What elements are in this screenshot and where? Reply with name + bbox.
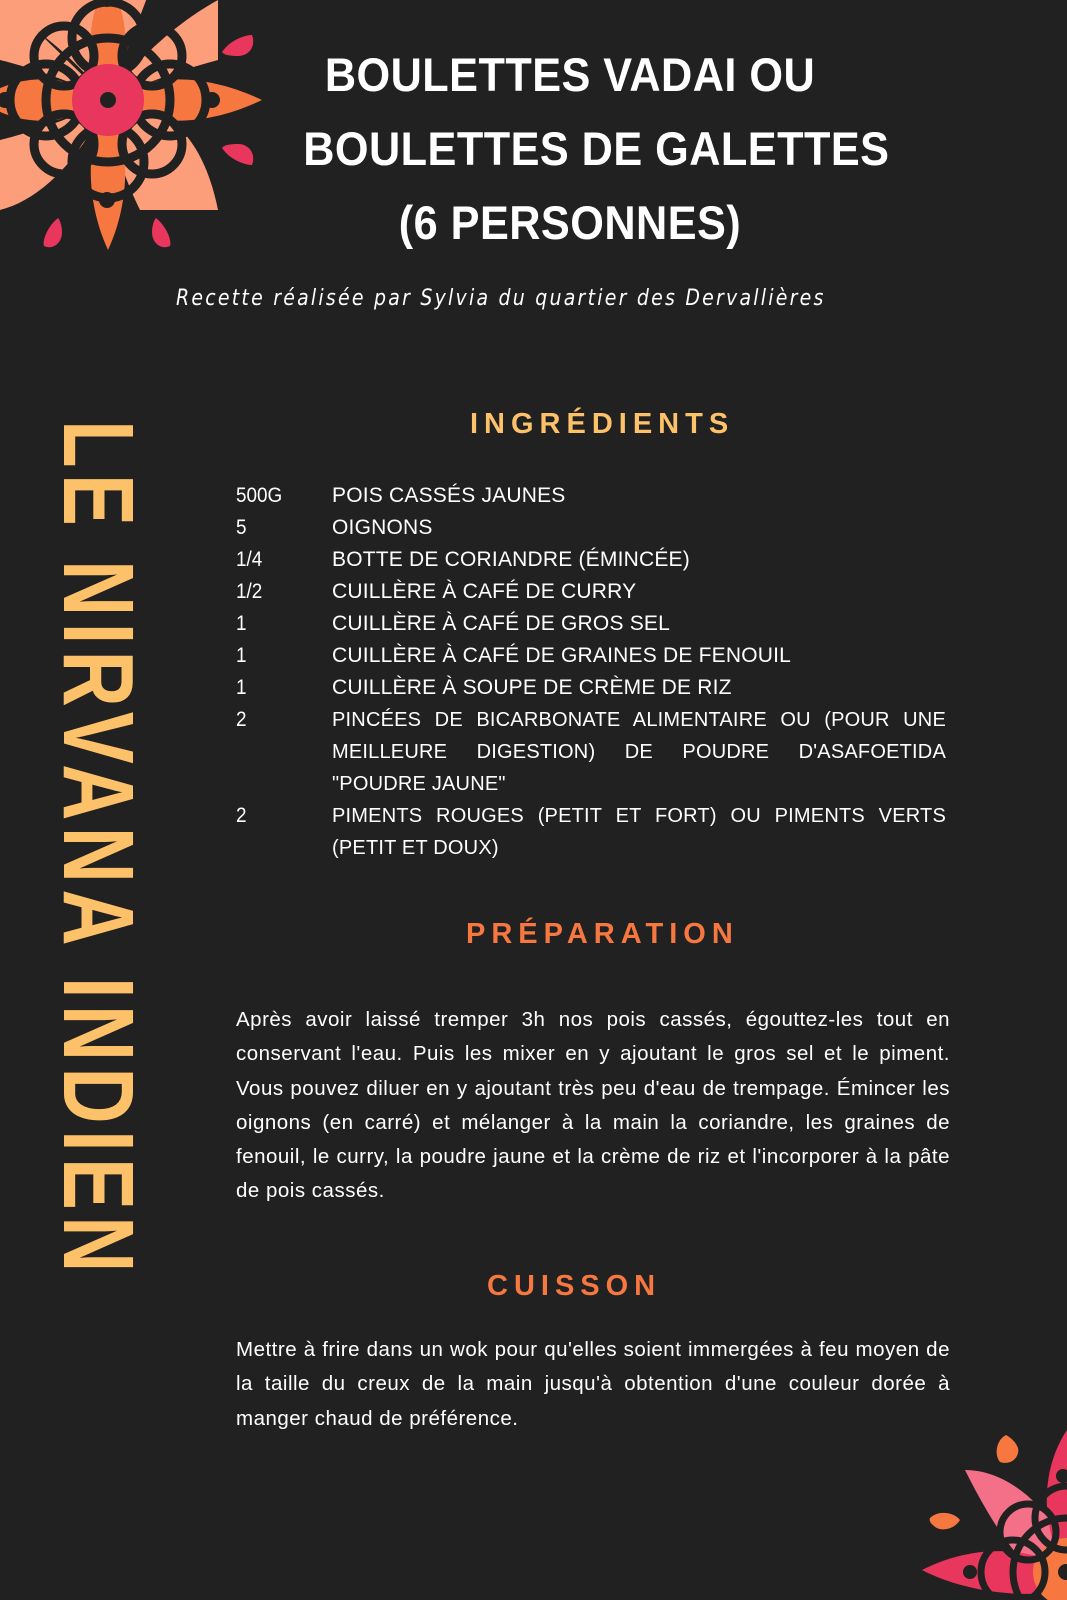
title-line-3: (6 PERSONNES) xyxy=(398,196,742,249)
ingredients-heading: INGRÉDIENTS xyxy=(470,408,735,440)
ingredient-name: BOTTE DE CORIANDRE (ÉMINCÉE) xyxy=(332,548,690,571)
ingredient-qty: 1 xyxy=(236,612,247,635)
recipe-byline: Recette réalisée par Sylvia du quartier des Dervallières xyxy=(176,286,826,311)
ingredient-qty: 5 xyxy=(236,516,247,539)
ingredient-name: CUILLÈRE À CAFÉ DE GROS SEL xyxy=(332,612,670,635)
preparation-heading: PRÉPARATION xyxy=(466,918,739,950)
ingredient-row xyxy=(236,512,946,544)
ingredient-qty: 1/4 xyxy=(236,548,263,571)
ingredient-name: CUILLÈRE À CAFÉ DE CURRY xyxy=(332,580,637,603)
ingredient-qty: 1/2 xyxy=(236,580,263,603)
ingredient-qty: 1 xyxy=(236,676,247,699)
title-line-1: BOULETTES VADAI OU xyxy=(324,48,816,101)
ingredient-name: POIS CASSÉS JAUNES xyxy=(332,484,566,507)
ingredient-row xyxy=(236,640,946,672)
mandala-decoration-bottom-right xyxy=(900,1420,1067,1600)
side-banner xyxy=(42,420,154,1510)
ingredient-row xyxy=(236,544,946,576)
ingredient-qty: 1 xyxy=(236,644,247,667)
cooking-text: Mettre à frire dans un wok pour qu'elles soient immergées à feu moyen de la taille du creux de la main jusqu'à obtention d'une couleur dorée à manger chaud de préférence. xyxy=(236,1338,950,1430)
ingredient-name: OIGNONS xyxy=(332,516,433,539)
ingredient-qty: 500G xyxy=(236,484,283,507)
ingredient-qty: 2 xyxy=(236,804,247,827)
ingredient-row xyxy=(236,704,946,800)
ingredient-row xyxy=(236,480,946,512)
title-line-2: BOULETTES DE GALETTES xyxy=(303,122,890,175)
ingredient-row xyxy=(236,608,946,640)
ingredient-qty: 2 xyxy=(236,708,247,731)
ingredient-row xyxy=(236,800,946,864)
ingredient-name: PINCÉES DE BICARBONATE ALIMENTAIRE OU (POUR UNE MEILLEURE DIGESTION) DE POUDRE D'ASAFOETIDA "POUDRE JAUNE" xyxy=(332,709,946,795)
cooking-heading: CUISSON xyxy=(487,1270,662,1302)
ingredient-row xyxy=(236,576,946,608)
preparation-text: Après avoir laissé tremper 3h nos pois cassés, égouttez-les tout en conservant l'eau. Puis les mixer en y ajoutant le gros sel et le piment. Vous pouvez diluer en y ajoutant très peu d'eau de trempage. Émincer les oignons (en carré) et mélanger à la main la coriandre, les graines de fenouil, le curry, la poudre jaune et la crème de riz et l'incorporer à la pâte de pois cassés. xyxy=(236,1008,950,1203)
ingredient-row xyxy=(236,672,946,704)
ingredient-name: PIMENTS ROUGES (PETIT ET FORT) OU PIMENTS VERTS (PETIT ET DOUX) xyxy=(332,805,946,859)
ingredients-list xyxy=(236,480,946,864)
ingredient-name: CUILLÈRE À CAFÉ DE GRAINES DE FENOUIL xyxy=(332,644,792,667)
side-banner-text: LE NIRVANA INDIEN xyxy=(42,420,154,1279)
ingredient-name: CUILLÈRE À SOUPE DE CRÈME DE RIZ xyxy=(332,676,732,699)
recipe-title xyxy=(303,38,890,260)
mandala-decoration-top-left xyxy=(0,0,270,260)
